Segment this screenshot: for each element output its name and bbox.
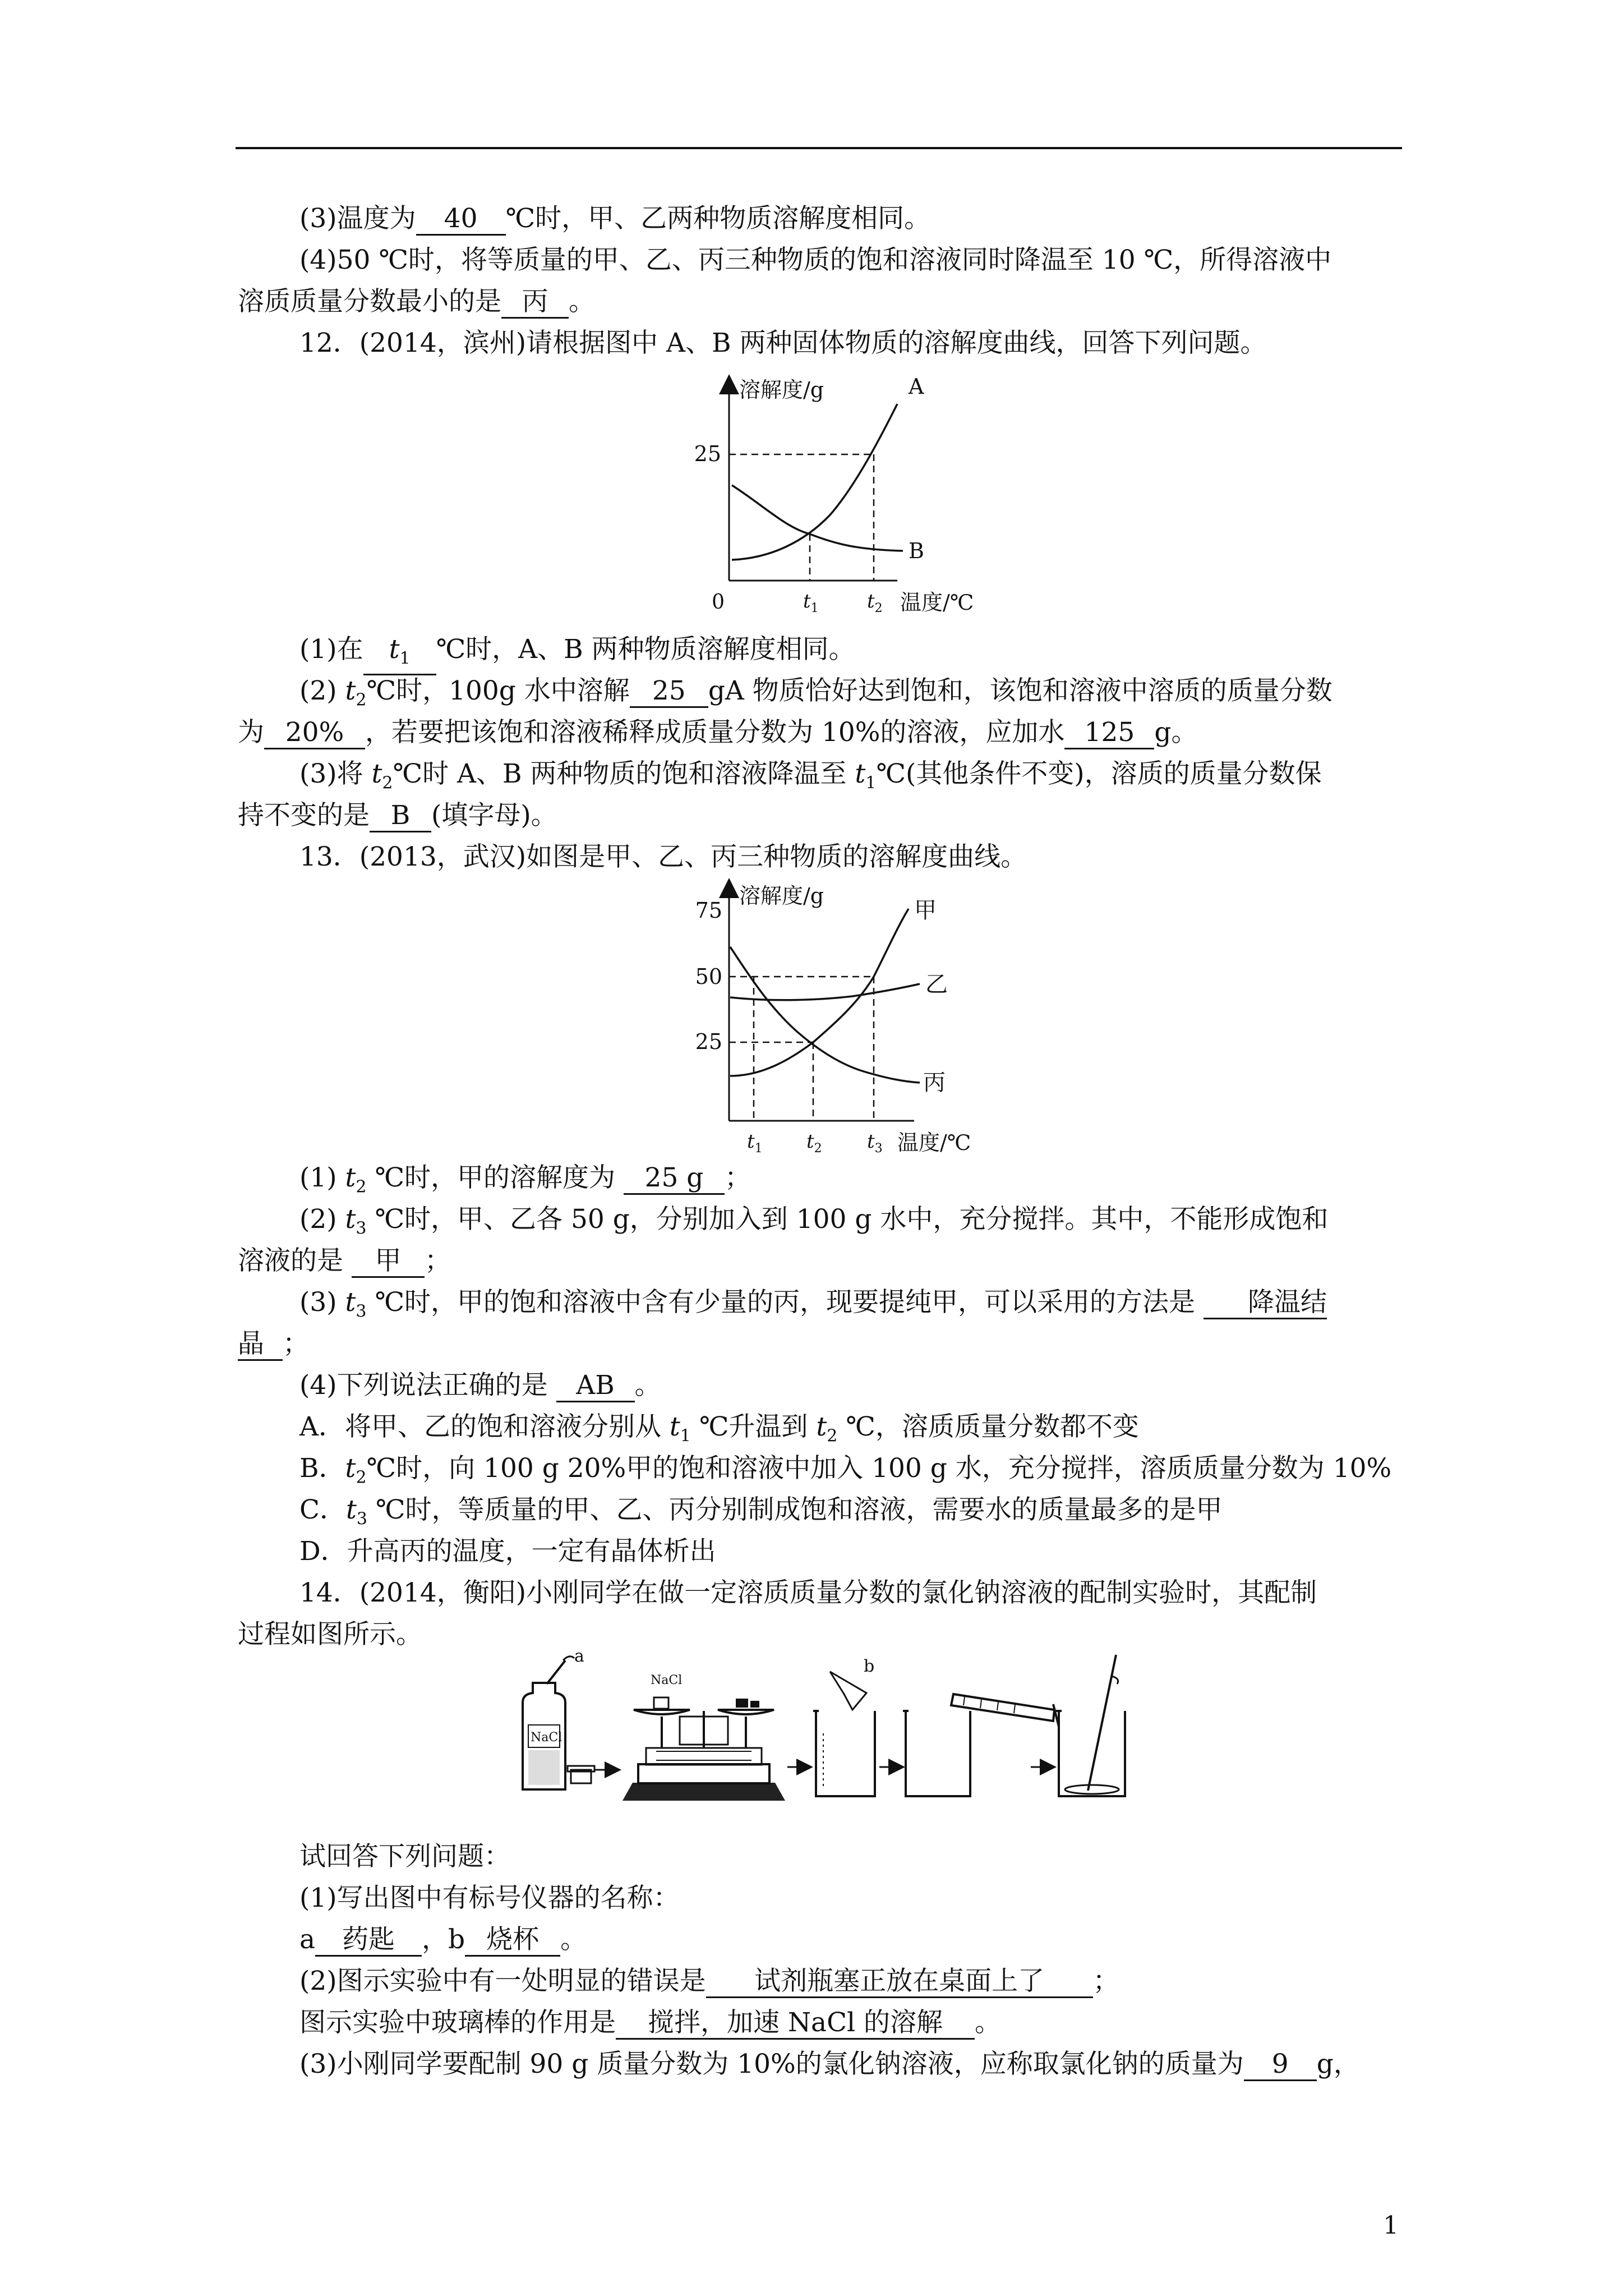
graduated-cylinder-icon	[951, 1694, 1059, 1727]
q14-apparatus-figure	[516, 1649, 1155, 1812]
q13-option-b: B．$t_2℃$时，向 100 g 20%甲的饱和溶液中加入 100 g 水，充分搅拌，溶质质量分数为 10%	[299, 1453, 1392, 1488]
reagent-bottle-icon	[523, 1657, 574, 1789]
y-tick-25: 25	[694, 441, 721, 466]
q13-part3-line2: 晶 ；	[238, 1327, 309, 1361]
answer-blank: 20%	[264, 717, 365, 749]
answer-blank: $t_1$	[363, 634, 436, 675]
q13-part1: (1) $t_2$ ℃时，甲的溶解度为 25 g ；	[299, 1162, 751, 1197]
q12-part3-line2: 持不变的是 B (填字母)。	[238, 799, 557, 832]
curve-b	[732, 485, 903, 551]
beaker-icon	[903, 1711, 970, 1796]
label-b: b	[864, 1657, 875, 1676]
answer-blank: 晶	[238, 1329, 283, 1361]
bottle-stopper-icon	[568, 1766, 594, 1783]
weighing-paper-icon	[830, 1672, 866, 1710]
beaker-stirring-icon	[1056, 1655, 1125, 1796]
q13-part2-line1: (2) $t_3$ ℃时，甲、乙各 50 g，分别加入到 100 g 水中，充分搅拌。其中，不能形成饱和	[299, 1204, 1329, 1239]
answer-blank: AB	[556, 1370, 635, 1402]
q14-part2-line2: 图示实验中玻璃棒的作用是 搅拌，加速 NaCl 的溶解 。	[299, 2006, 1001, 2040]
q14-stem-line1: 14．(2014，衡阳)小刚同学在做一定溶质质量分数的氯化钠溶液的配制实验时，其配制	[299, 1577, 1317, 1608]
q13-part2-line2: 溶液的是 甲 ；	[238, 1244, 451, 1278]
y-tick-25: 25	[695, 1029, 722, 1054]
curve-b-label: B	[909, 539, 924, 563]
q11-part4-line2: 溶质质量分数最小的是 丙 。	[238, 285, 595, 319]
q13-part3-line1: (3) $t_3$ ℃时，甲的饱和溶液中含有少量的丙，现要提纯甲，可以采用的方法是 降温结	[299, 1287, 1327, 1322]
answer-blank: 烧杯	[465, 1925, 560, 1957]
x-axis-label: 温度/℃	[897, 1130, 971, 1154]
nacl-label: NaCl	[531, 1731, 562, 1745]
q12-stem: 12．(2014，滨州)请根据图中 A、B 两种固体物质的溶解度曲线，回答下列问题。	[299, 328, 1267, 358]
origin-label: 0	[712, 591, 725, 614]
q12-part2-line2: 为 20% ，若要把该饱和溶液稀释成质量分数为 10%的溶液，应加水 125 g。	[238, 716, 1198, 749]
q14-part3: (3)小刚同学要配制 90 g 质量分数为 10%的氯化钠溶液，应称取氯化钠的质量为 9 g，	[299, 2047, 1360, 2081]
q12-part3-line1: (3)将 $t_2℃$时 A、B 两种物质的饱和溶液降温至 $t_1℃$(其他条件不变)，溶质的质量分数保	[299, 758, 1322, 793]
answer-blank: 降温结	[1204, 1287, 1327, 1319]
q12-solubility-chart	[673, 365, 987, 623]
q14-part2-line1: (2)图示实验中有一处明显的错误是 试剂瓶塞正放在桌面上了 ；	[299, 1964, 1119, 1998]
q14-part1: (1)写出图中有标号仪器的名称：	[299, 1883, 680, 1913]
curve-a-label: A	[909, 374, 924, 399]
q13-option-a: A．将甲、乙的饱和溶液分别从 $t_1$ ℃升温到 $t_2$ ℃，溶质质量分数都不变	[299, 1411, 1139, 1446]
balance-scale-icon	[623, 1697, 785, 1801]
curve-bing-label: 丙	[923, 1070, 946, 1096]
y-axis-label: 溶解度/g	[739, 884, 824, 908]
answer-blank: 甲	[352, 1246, 425, 1278]
y-tick-75: 75	[695, 898, 722, 923]
answer-blank: 9	[1244, 2049, 1317, 2081]
answer-blank: 试剂瓶塞正放在桌面上了	[706, 1966, 1093, 1998]
curve-bing	[730, 947, 920, 1083]
nacl-paper-label: NaCl	[651, 1673, 683, 1687]
x-tick-t3: $t_3$	[867, 1130, 883, 1154]
beaker-icon	[813, 1711, 875, 1796]
x-tick-t2: $t_2$	[867, 590, 883, 615]
q11-part4-line1: (4)50 ℃时，将等质量的甲、乙、丙三种物质的饱和溶液同时降温至 10 ℃，所得溶液中	[299, 245, 1332, 275]
x-tick-t2: $t_2$	[806, 1130, 822, 1154]
q13-option-d: D．升高丙的温度，一定有晶体析出	[299, 1536, 716, 1567]
q13-part4: (4)下列说法正确的是 AB 。	[299, 1369, 661, 1402]
curve-yi	[730, 984, 920, 1000]
x-tick-t1: $t_1$	[803, 590, 819, 615]
x-tick-t1: $t_1$	[747, 1130, 763, 1154]
q13-solubility-chart	[651, 874, 998, 1154]
q11-part3: (3)温度为 40 ℃时，甲、乙两种物质溶解度相同。	[299, 202, 930, 236]
answer-blank: 125	[1064, 717, 1154, 749]
q14-intro: 试回答下列问题：	[299, 1841, 510, 1872]
answer-blank: 40	[416, 204, 506, 236]
label-a: a	[574, 1649, 584, 1666]
y-axis-label: 溶解度/g	[739, 378, 824, 402]
answer-blank: 25	[630, 676, 708, 708]
answer-blank: 25 g	[624, 1163, 725, 1195]
q14-stem-line2: 过程如图所示。	[238, 1619, 422, 1650]
q13-option-c: C．$t_3$ ℃时，等质量的甲、乙、丙分别制成饱和溶液，需要水的质量最多的是甲	[299, 1494, 1223, 1529]
q12-part2-line1: (2) $t_2℃$时，100g 水中溶解 25 gA 物质恰好达到饱和，该饱和溶液中溶质的质量分数	[299, 675, 1332, 710]
q13-stem: 13．(2013，武汉)如图是甲、乙、丙三种物质的溶解度曲线。	[299, 841, 1027, 872]
answer-blank: 丙	[501, 287, 569, 319]
page-number: 1	[1383, 2211, 1399, 2240]
curve-yi-label: 乙	[925, 972, 948, 997]
header-rule	[236, 147, 1402, 149]
answer-blank: 搅拌，加速 NaCl 的溶解	[616, 2008, 975, 2040]
x-axis-label: 温度/℃	[900, 590, 974, 615]
answer-blank: B	[370, 800, 431, 832]
answer-blank: 药匙	[315, 1925, 422, 1957]
curve-jia-label: 甲	[914, 898, 937, 923]
y-tick-50: 50	[695, 964, 722, 989]
q14-part1-answers: a 药匙 ，b 烧杯 。	[299, 1923, 587, 1957]
q12-part1: (1)在 $t_1$ ℃时，A、B 两种物质溶解度相同。	[299, 633, 855, 675]
